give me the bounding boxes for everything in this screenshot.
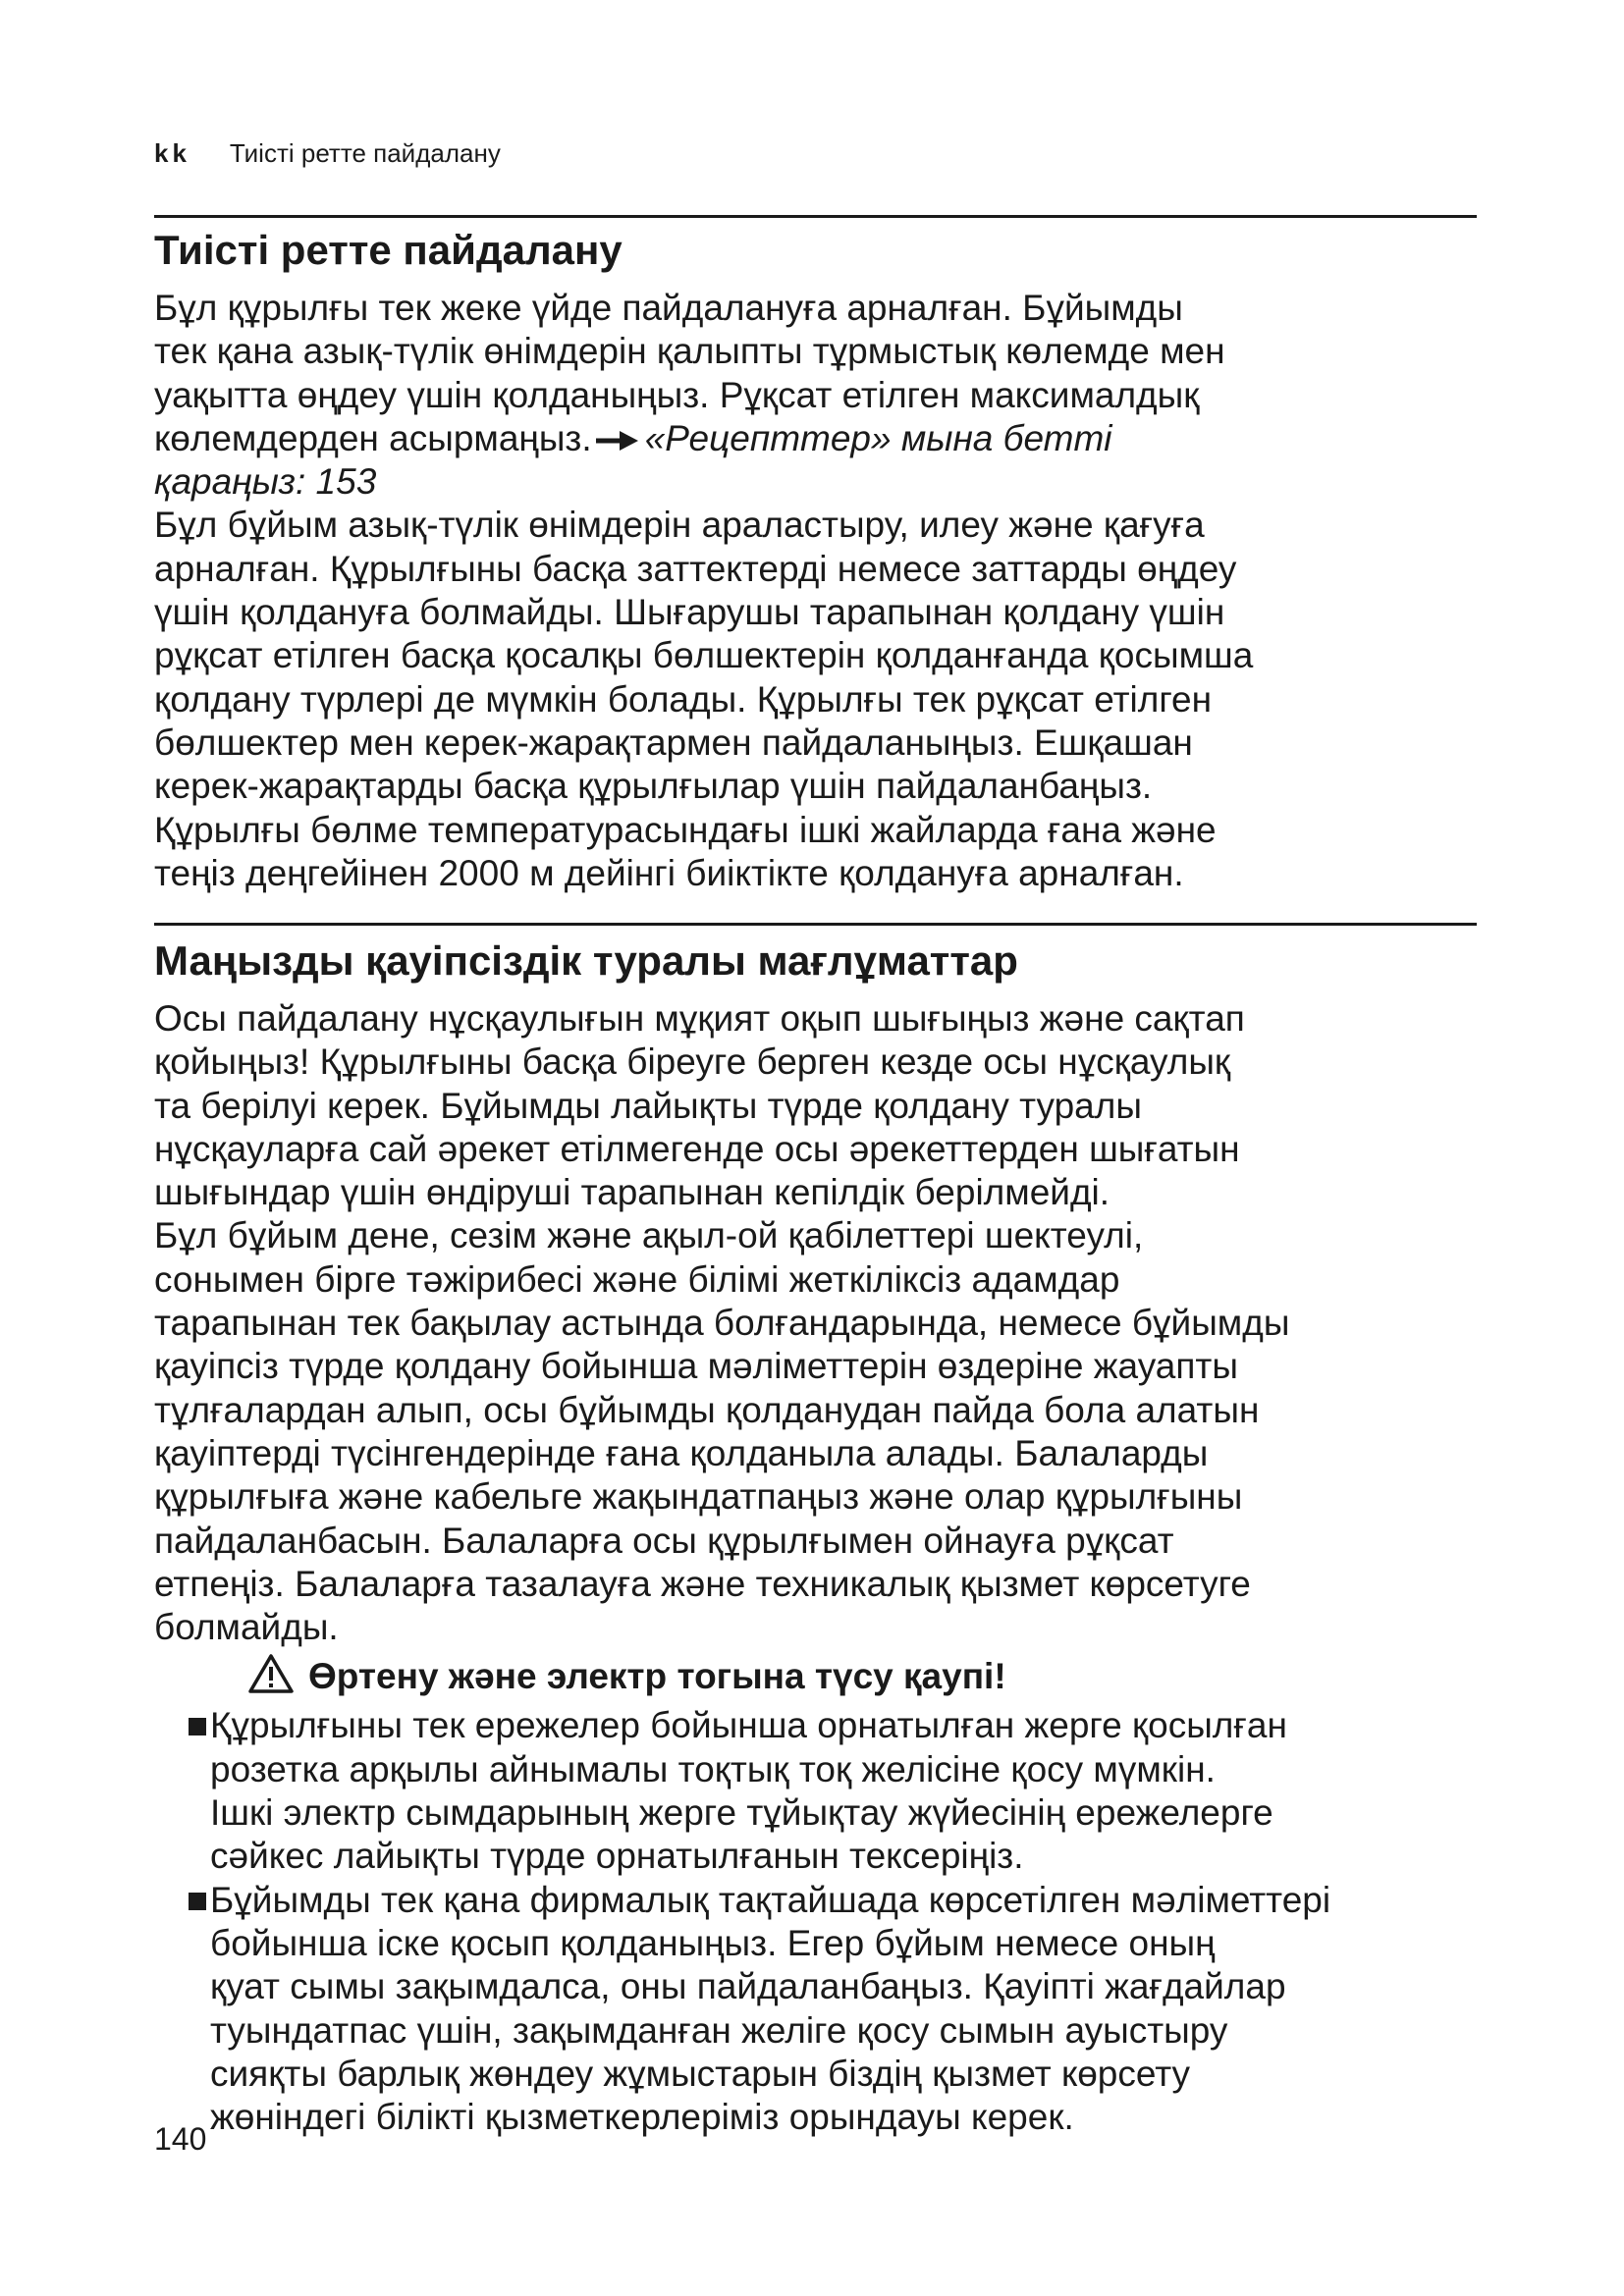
bullet-square-icon bbox=[189, 1893, 206, 1910]
text-line: розетка арқылы айнымалы тоқтық тоқ желісіне қосу мүмкін. bbox=[210, 1748, 1216, 1789]
text-line: арналған. Құрылғыны басқа заттектерді немесе заттарды өңдеу bbox=[154, 548, 1237, 589]
cross-reference-link[interactable]: қараңыз: 153 bbox=[154, 461, 377, 503]
paragraph bbox=[154, 997, 1529, 1214]
paragraph bbox=[154, 287, 1529, 504]
text-line: тек қана азық-түлік өнімдерін қалыпты тұрмыстық көлемде мен bbox=[154, 331, 1225, 372]
text-line: Бұйымды тек қана фирмалық тақтайшада көрсетілген мәліметтері bbox=[210, 1879, 1331, 1920]
warning-list bbox=[154, 1704, 1529, 2139]
text-line: қойыңыз! Құрылғыны басқа біреуге берген кезде осы нұсқаулық bbox=[154, 1041, 1231, 1083]
language-code: kk bbox=[154, 138, 190, 168]
text-line: керек-жарақтарды басқа құрылғылар үшін пайдаланбаңыз. bbox=[154, 766, 1153, 807]
list-item bbox=[154, 1879, 1529, 2140]
arrow-right-icon bbox=[596, 430, 639, 452]
text-line: шығындар үшін өндіруші тарапынан кепілдік берілмейді. bbox=[154, 1172, 1110, 1213]
text-line: үшін қолдануға болмайды. Шығарушы тарапынан қолдану үшін bbox=[154, 592, 1225, 633]
text-line: тұлғалардан алып, осы бұйымды қолданудан пайда бола алатын bbox=[154, 1389, 1260, 1430]
text-line: сияқты барлық жөндеу жұмыстарын біздің қызмет көрсету bbox=[210, 2053, 1191, 2094]
text-line: құрылғыға және кабельге жақындатпаңыз және олар құрылғыны bbox=[154, 1476, 1243, 1518]
text-line: қуат сымы зақымдалса, оны пайдаланбаңыз. Қауіпті жағдайлар bbox=[210, 1966, 1286, 2007]
section-heading: Тиісті ретте пайдалану bbox=[154, 227, 623, 273]
warning-triangle-icon bbox=[247, 1653, 295, 1694]
text-line: сәйкес лайықты түрде орнатылғанын тексеріңіз. bbox=[210, 1836, 1024, 1877]
section-heading: Маңызды қауіпсіздік туралы мағлұматтар bbox=[154, 937, 1018, 984]
text-line: уақытта өңдеу үшін қолданыңыз. Рұқсат етілген максималдық bbox=[154, 374, 1200, 415]
text-line: Құрылғыны тек ережелер бойынша орнатылған жерге қосылған bbox=[210, 1705, 1287, 1746]
text-line: жөніндегі білікті қызметкерлеріміз орындауы керек. bbox=[210, 2097, 1074, 2138]
text-line bbox=[154, 417, 1529, 460]
text-line: қауіпсіз түрде қолдану бойынша мәліметтерін өздеріне жауапты bbox=[154, 1346, 1238, 1387]
paragraph bbox=[154, 504, 1529, 895]
text-line: бойынша іске қосып қолданыңыз. Егер бұйым немесе оның bbox=[210, 1922, 1216, 1963]
text-line: қауіптерді түсінгендерінде ғана қолданыла алады. Балаларды bbox=[154, 1432, 1209, 1473]
text-line: Бұл құрылғы тек жеке үйде пайдалануға арналған. Бұйымды bbox=[154, 288, 1183, 328]
section-divider bbox=[154, 923, 1477, 926]
warning-heading-text: Өртену және электр тогына түсу қаупі! bbox=[308, 1656, 1006, 1697]
section-intended-use bbox=[154, 222, 1529, 895]
bullet-square-icon bbox=[189, 1718, 206, 1735]
list-item bbox=[154, 1704, 1529, 1878]
text-line: қолдану түрлері де мүмкін болады. Құрылғы тек рұқсат етілген bbox=[154, 678, 1213, 720]
paragraph bbox=[154, 1214, 1529, 1649]
text-line: рұқсат етілген басқа қосалқы бөлшектерін қолданғанда қосымша bbox=[154, 635, 1254, 676]
text-line: Осы пайдалану нұсқаулығын мұқият оқып шығыңыз және сақтап bbox=[154, 998, 1245, 1039]
text-line: Ішкі электр сымдарының жерге тұйықтау жүйесінің ережелерге bbox=[210, 1792, 1273, 1834]
text-line: етпеңіз. Балаларға тазалауға және техникалық қызмет көрсетуге bbox=[154, 1563, 1251, 1604]
page-number: 140 bbox=[154, 2121, 207, 2157]
running-header bbox=[154, 138, 501, 168]
text-line: сонымен бірге тәжірибесі және білімі жеткіліксіз адамдар bbox=[154, 1258, 1120, 1300]
section-divider bbox=[154, 215, 1477, 218]
text-line: пайдаланбасын. Балаларға осы құрылғымен ойнауға рұқсат bbox=[154, 1520, 1174, 1561]
text-line: бөлшектер мен керек-жарақтармен пайдаланыңыз. Ешқашан bbox=[154, 721, 1193, 763]
text-line: туындатпас үшін, зақымданған желіге қосу сымын ауыстыру bbox=[210, 2009, 1228, 2051]
text-line: теңіз деңгейінен 2000 м дейінгі биіктікте қолдануға арналған. bbox=[154, 852, 1184, 893]
text-line: Құрылғы бөлме температурасындағы ішкі жайларда ғана және bbox=[154, 809, 1217, 850]
running-header-title: Тиісті ретте пайдалану bbox=[229, 138, 501, 168]
text-line: Бұл бұйым дене, сезім және ақыл-ой қабілеттері шектеулі, bbox=[154, 1215, 1144, 1256]
text-fragment: көлемдерден асырмаңыз. bbox=[154, 417, 592, 458]
warning-heading bbox=[154, 1653, 1529, 1700]
section-safety-information bbox=[154, 933, 1529, 2139]
text-line: Бұл бұйым азық-түлік өнімдерін араластыру, илеу және қағуға bbox=[154, 505, 1205, 546]
text-line: та берілуі керек. Бұйымды лайықты түрде қолдану туралы bbox=[154, 1085, 1142, 1126]
text-line: тарапынан тек бақылау астында болғандарында, немесе бұйымды bbox=[154, 1303, 1290, 1344]
cross-reference-link[interactable]: «Рецепттер» мына бетті bbox=[644, 417, 1112, 458]
text-line: болмайды. bbox=[154, 1607, 339, 1648]
text-line: нұсқауларға сай әрекет етілмегенде осы әрекеттерден шығатын bbox=[154, 1128, 1240, 1169]
